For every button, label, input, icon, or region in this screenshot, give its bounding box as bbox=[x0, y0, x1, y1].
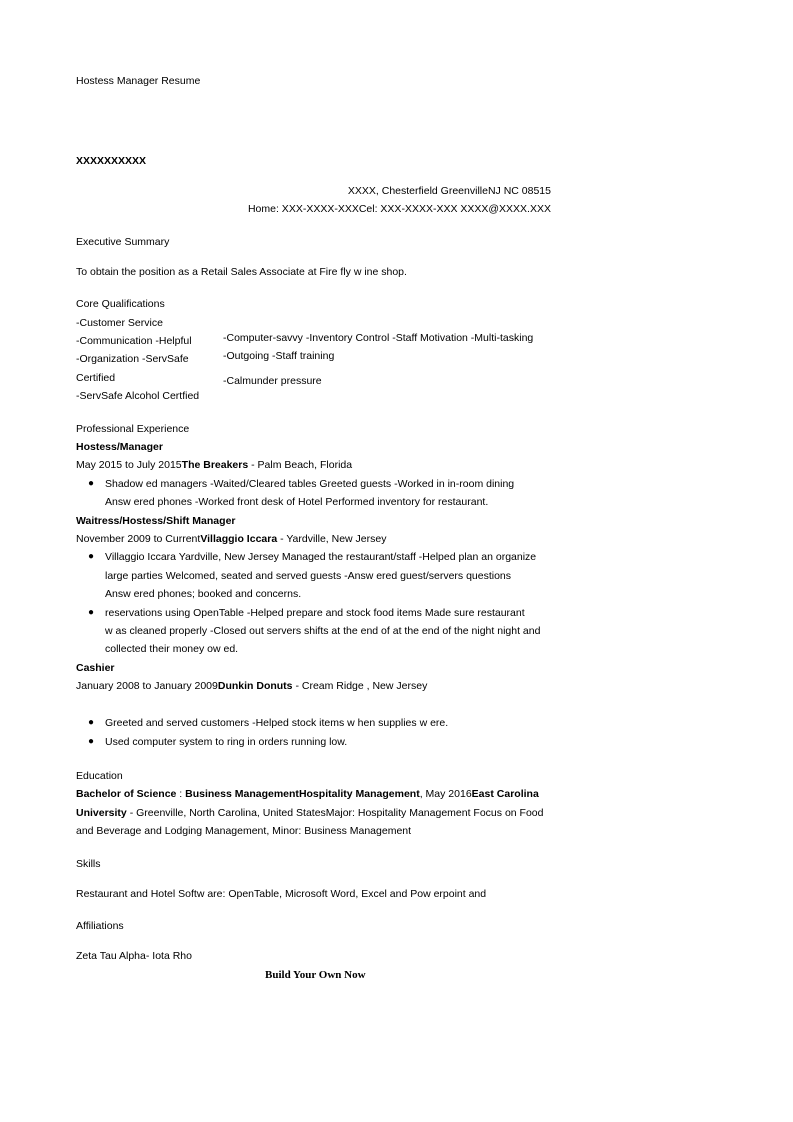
job-employer: Villaggio Iccara bbox=[200, 533, 278, 545]
qualification-item: -Organization -ServSafe bbox=[76, 353, 189, 365]
job-location: - Palm Beach, Florida bbox=[248, 459, 353, 471]
job-detail-line: Shadow ed managers -Waited/Cleared tables Greeted guests -Worked in in-room dining bbox=[105, 478, 515, 490]
job-title: Hostess/Manager bbox=[76, 441, 163, 453]
job-location: - Yardville, New Jersey bbox=[277, 533, 387, 545]
job-dates: May 2015 to July 2015 bbox=[76, 459, 182, 471]
core-qualifications-heading: Core Qualifications bbox=[76, 298, 165, 310]
qualification-item: Certified bbox=[76, 372, 116, 384]
job-meta bbox=[76, 680, 427, 693]
education-line: and Beverage and Lodging Management, Minor: Business Management bbox=[76, 825, 412, 837]
affiliations-heading: Affiliations bbox=[76, 920, 124, 932]
qualification-item: -Communication -Helpful bbox=[76, 335, 192, 347]
qualification-item: -ServSafe Alcohol Certfied bbox=[76, 390, 200, 402]
job-meta bbox=[76, 459, 352, 472]
school-name-cont: University bbox=[76, 807, 127, 819]
education-details: - Greenville, North Carolina, United StatesMajor: Hospitality Management Focus on Food bbox=[126, 807, 544, 819]
qualification-item: -Computer-savvy -Inventory Control -Staff Motivation -Multi-tasking bbox=[223, 332, 534, 344]
skills-heading: Skills bbox=[76, 858, 101, 870]
job-dates: November 2009 to Current bbox=[76, 533, 201, 545]
qualification-item: -Calmunder pressure bbox=[223, 375, 322, 387]
qualification-item: -Outgoing -Staff training bbox=[223, 350, 335, 362]
job-detail-line: large parties Welcomed, seated and served guests -Answ ered guest/servers questions bbox=[105, 570, 512, 582]
skills-text: Restaurant and Hotel Softw are: OpenTable, Microsoft Word, Excel and Pow erpoint and bbox=[76, 888, 487, 900]
job-dates: January 2008 to January 2009 bbox=[76, 680, 218, 692]
job-detail-line: Greeted and served customers -Helped stock items w hen supplies w ere. bbox=[105, 717, 449, 729]
executive-summary-heading: Executive Summary bbox=[76, 236, 170, 248]
degree-separator: : bbox=[176, 788, 186, 800]
graduation-date: , May 2016 bbox=[419, 788, 472, 800]
build-your-own-link[interactable]: Build Your Own Now bbox=[265, 969, 366, 981]
education-heading: Education bbox=[76, 770, 123, 782]
document-title: Hostess Manager Resume bbox=[76, 75, 201, 87]
job-employer: Dunkin Donuts bbox=[217, 680, 293, 692]
bullet-icon: ● bbox=[88, 607, 95, 618]
candidate-name: XXXXXXXXXX bbox=[76, 155, 147, 167]
job-detail-line: Villaggio Iccara Yardville, New Jersey Managed the restaurant/staff -Helped plan an organize bbox=[105, 551, 537, 563]
contact-phones: Home: XXX-XXXX-XXXCel: XXX-XXXX-XXX XXXX@XXXX.XXX bbox=[247, 203, 551, 215]
job-detail-line: Answ ered phones -Worked front desk of Hotel Performed inventory for restaurant. bbox=[105, 496, 489, 508]
education-line bbox=[76, 807, 543, 820]
job-title: Cashier bbox=[76, 662, 115, 674]
bullet-icon: ● bbox=[88, 478, 95, 489]
bullet-icon: ● bbox=[88, 736, 95, 747]
affiliations-text: Zeta Tau Alpha- Iota Rho bbox=[76, 950, 192, 962]
job-meta bbox=[76, 533, 386, 546]
experience-heading: Professional Experience bbox=[76, 423, 190, 435]
job-title: Waitress/Hostess/Shift Manager bbox=[76, 515, 236, 527]
contact-address: XXXX, Chesterfield GreenvilleNJ NC 08515 bbox=[347, 185, 551, 197]
job-detail-line: Answ ered phones; booked and concerns. bbox=[105, 588, 302, 600]
job-detail-line: Used computer system to ring in orders running low. bbox=[105, 736, 348, 748]
job-detail-line: reservations using OpenTable -Helped prepare and stock food items Made sure restaurant bbox=[105, 607, 525, 619]
qualification-item: -Customer Service bbox=[76, 317, 163, 329]
job-employer: The Breakers bbox=[181, 459, 249, 471]
bullet-icon: ● bbox=[88, 551, 95, 562]
major-secondary: Hospitality Management bbox=[298, 788, 420, 800]
job-detail-line: w as cleaned properly -Closed out servers shifts at the end of at the end of the night night and bbox=[105, 625, 541, 637]
job-detail-line: collected their money ow ed. bbox=[105, 643, 239, 655]
major: Business Management bbox=[185, 788, 299, 800]
school-name: East Carolina bbox=[471, 788, 539, 800]
bullet-icon: ● bbox=[88, 717, 95, 728]
education-line bbox=[76, 788, 539, 801]
job-location: - Cream Ridge , New Jersey bbox=[292, 680, 428, 692]
executive-summary-text: To obtain the position as a Retail Sales Associate at Fire fly w ine shop. bbox=[76, 266, 407, 278]
degree: Bachelor of Science bbox=[76, 788, 177, 800]
